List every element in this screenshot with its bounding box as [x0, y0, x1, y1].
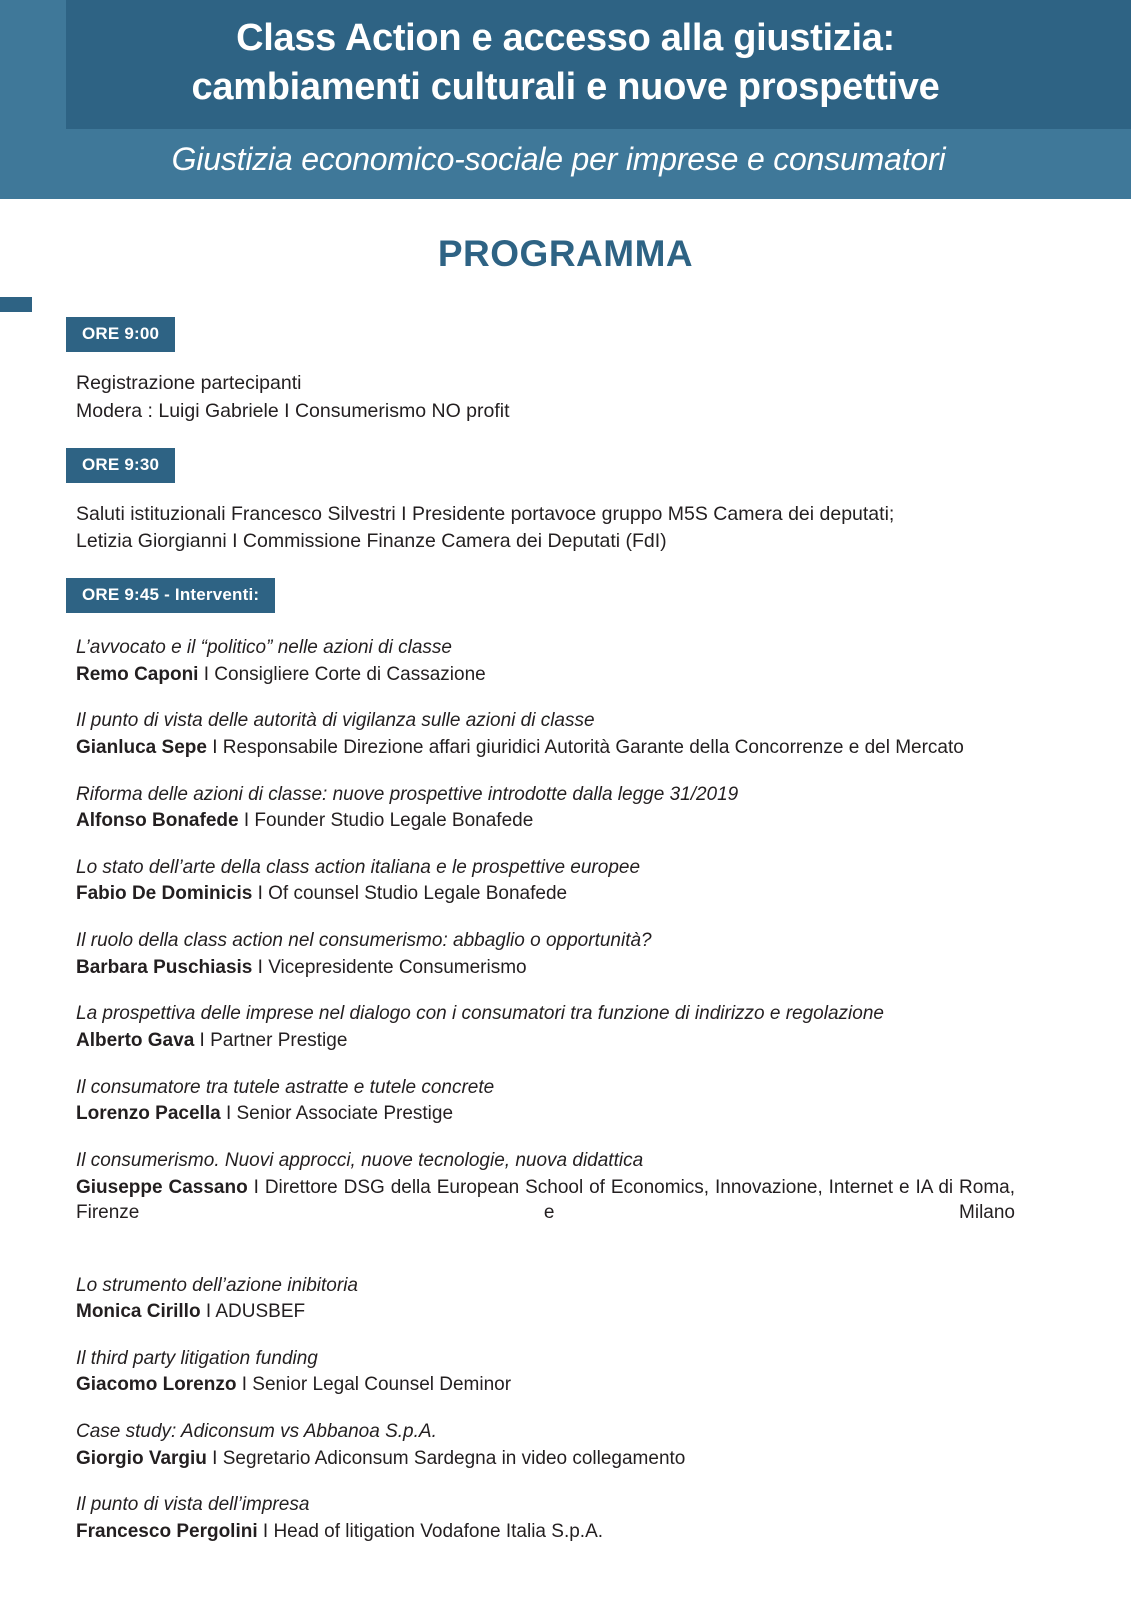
program-content — [0, 297, 1131, 1544]
session-1-line-2: Modera : Luigi Gabriele I Consumerismo NO profit — [76, 399, 510, 422]
speaker-role: I Consigliere Corte di Cassazione — [198, 663, 486, 685]
talk-speaker — [76, 1101, 1015, 1127]
speaker-name: Giuseppe Cassano — [76, 1176, 248, 1198]
time-badge: ORE 9:30 — [66, 448, 175, 483]
session-2 — [0, 448, 1093, 556]
list-item — [76, 1346, 1015, 1398]
list-item — [76, 855, 1015, 907]
list-item — [76, 782, 1015, 834]
talk-title: L’avvocato e il “politico” nelle azioni di classe — [76, 637, 452, 658]
speaker-role: I Partner Prestige — [194, 1030, 348, 1052]
talk-title: Lo stato dell’arte della class action italiana e le prospettive europee — [76, 856, 641, 878]
talk-title: Case study: Adiconsum vs Abbanoa S.p.A. — [76, 1421, 437, 1443]
session-1-line-1: Registrazione partecipanti — [76, 372, 302, 395]
list-item — [76, 1419, 1015, 1471]
speaker-name: Lorenzo Pacella — [76, 1103, 221, 1125]
list-item — [76, 1273, 1015, 1325]
session-block — [0, 297, 1093, 317]
talk-speaker — [76, 1175, 1015, 1252]
session-2-line-1: Saluti istituzionali Francesco Silvestri I Presidente portavoce gruppo M5S Camera dei deputati; — [76, 502, 895, 525]
session-1 — [0, 317, 1093, 425]
session-2-text — [0, 501, 1093, 556]
list-item — [76, 708, 1015, 760]
speaker-role: I Direttore DSG della European School of Economics, Innovazione, Internet e IA di Roma, Firenze e Milano — [76, 1176, 1015, 1224]
speaker-name: Francesco Pergolini — [76, 1521, 258, 1543]
talk-title: La prospettiva delle imprese nel dialogo con i consumatori tra funzione di indirizzo e regolazione — [76, 1003, 884, 1025]
talk-speaker — [76, 1372, 1015, 1398]
page-title: PROGRAMMA — [437, 233, 694, 275]
poster-header — [0, 0, 1131, 129]
speaker-role: I Founder Studio Legale Bonafede — [238, 810, 534, 832]
header-left-stripe — [0, 0, 66, 129]
talk-title: Il third party litigation funding — [76, 1347, 318, 1369]
talk-title: Il punto di vista delle autorità di vigilanza sulle azioni di classe — [76, 710, 595, 732]
talk-speaker — [76, 1519, 1015, 1545]
speaker-role: I Responsabile Direzione affari giuridici Autorità Garante della Concorrenze e del Mercato — [206, 736, 964, 758]
talk-title: Il punto di vista dell’impresa — [76, 1494, 310, 1516]
talk-speaker — [76, 1028, 1015, 1054]
talk-speaker — [76, 955, 1015, 981]
talk-title: Il consumatore tra tutele astratte e tutele concrete — [76, 1076, 495, 1098]
speaker-name: Monica Cirillo — [76, 1301, 201, 1323]
speaker-name: Alberto Gava — [76, 1030, 195, 1052]
speaker-role: I Vicepresidente Consumerismo — [252, 956, 527, 978]
speaker-name: Alfonso Bonafede — [76, 810, 239, 832]
list-item — [76, 1492, 1015, 1544]
session-interventi — [0, 578, 1093, 1545]
speaker-name: Giorgio Vargiu — [76, 1447, 207, 1469]
header-subtitle-band — [0, 129, 1131, 193]
header-title-band — [0, 0, 1131, 129]
time-badge-interventi: ORE 9:45 - Interventi: — [66, 578, 275, 613]
speaker-name: Fabio De Dominicis — [76, 883, 253, 905]
talk-title: Il consumerismo. Nuovi approcci, nuove tecnologie, nuova didattica — [76, 1149, 644, 1171]
speaker-role: I Segretario Adiconsum Sardegna in video collegamento — [206, 1447, 686, 1469]
speaker-role: I Of counsel Studio Legale Bonafede — [252, 883, 568, 905]
header-rule — [0, 193, 1131, 199]
session-2-line-2: Letizia Giorgianni I Commissione Finanze Camera dei Deputati (FdI) — [76, 530, 667, 553]
list-item — [76, 928, 1015, 980]
talk-speaker — [76, 662, 1015, 688]
list-item — [76, 1148, 1015, 1252]
speaker-name: Gianluca Sepe — [76, 736, 207, 758]
speaker-role: I Senior Associate Prestige — [220, 1103, 454, 1125]
speaker-name: Remo Caponi — [76, 663, 199, 685]
header-subtitle: Giustizia economico-sociale per imprese e consumatori — [171, 141, 946, 178]
talk-speaker — [76, 1446, 1015, 1472]
speaker-role: I Head of litigation Vodafone Italia S.p.A. — [257, 1521, 604, 1543]
talk-speaker — [76, 881, 1015, 907]
talk-speaker — [76, 808, 1015, 834]
speaker-name: Giacomo Lorenzo — [76, 1374, 237, 1396]
session-1-text — [0, 370, 1093, 425]
list-item — [76, 1001, 1015, 1053]
talk-title: Riforma delle azioni di classe: nuove prospettive introdotte dalla legge 31/2019 — [76, 783, 739, 805]
interventi-list — [0, 635, 1093, 1545]
header-title-line-1: Class Action e accesso alla giustizia: — [236, 17, 895, 59]
talk-title: Il ruolo della class action nel consumerismo: abbaglio o opportunità? — [76, 930, 652, 952]
time-badge: ORE 9:00 — [66, 317, 175, 352]
talk-speaker — [76, 735, 1015, 761]
list-item — [76, 635, 1015, 687]
header-title-line-2: cambiamenti culturali e nuove prospettive — [191, 65, 940, 108]
talk-speaker — [76, 1299, 1015, 1325]
speaker-role: I Senior Legal Counsel Deminor — [236, 1374, 512, 1396]
speaker-name: Barbara Puschiasis — [76, 956, 253, 978]
talk-title: Lo strumento dell’azione inibitoria — [76, 1274, 358, 1296]
list-item — [76, 1075, 1015, 1127]
speaker-role: I ADUSBEF — [200, 1301, 306, 1323]
